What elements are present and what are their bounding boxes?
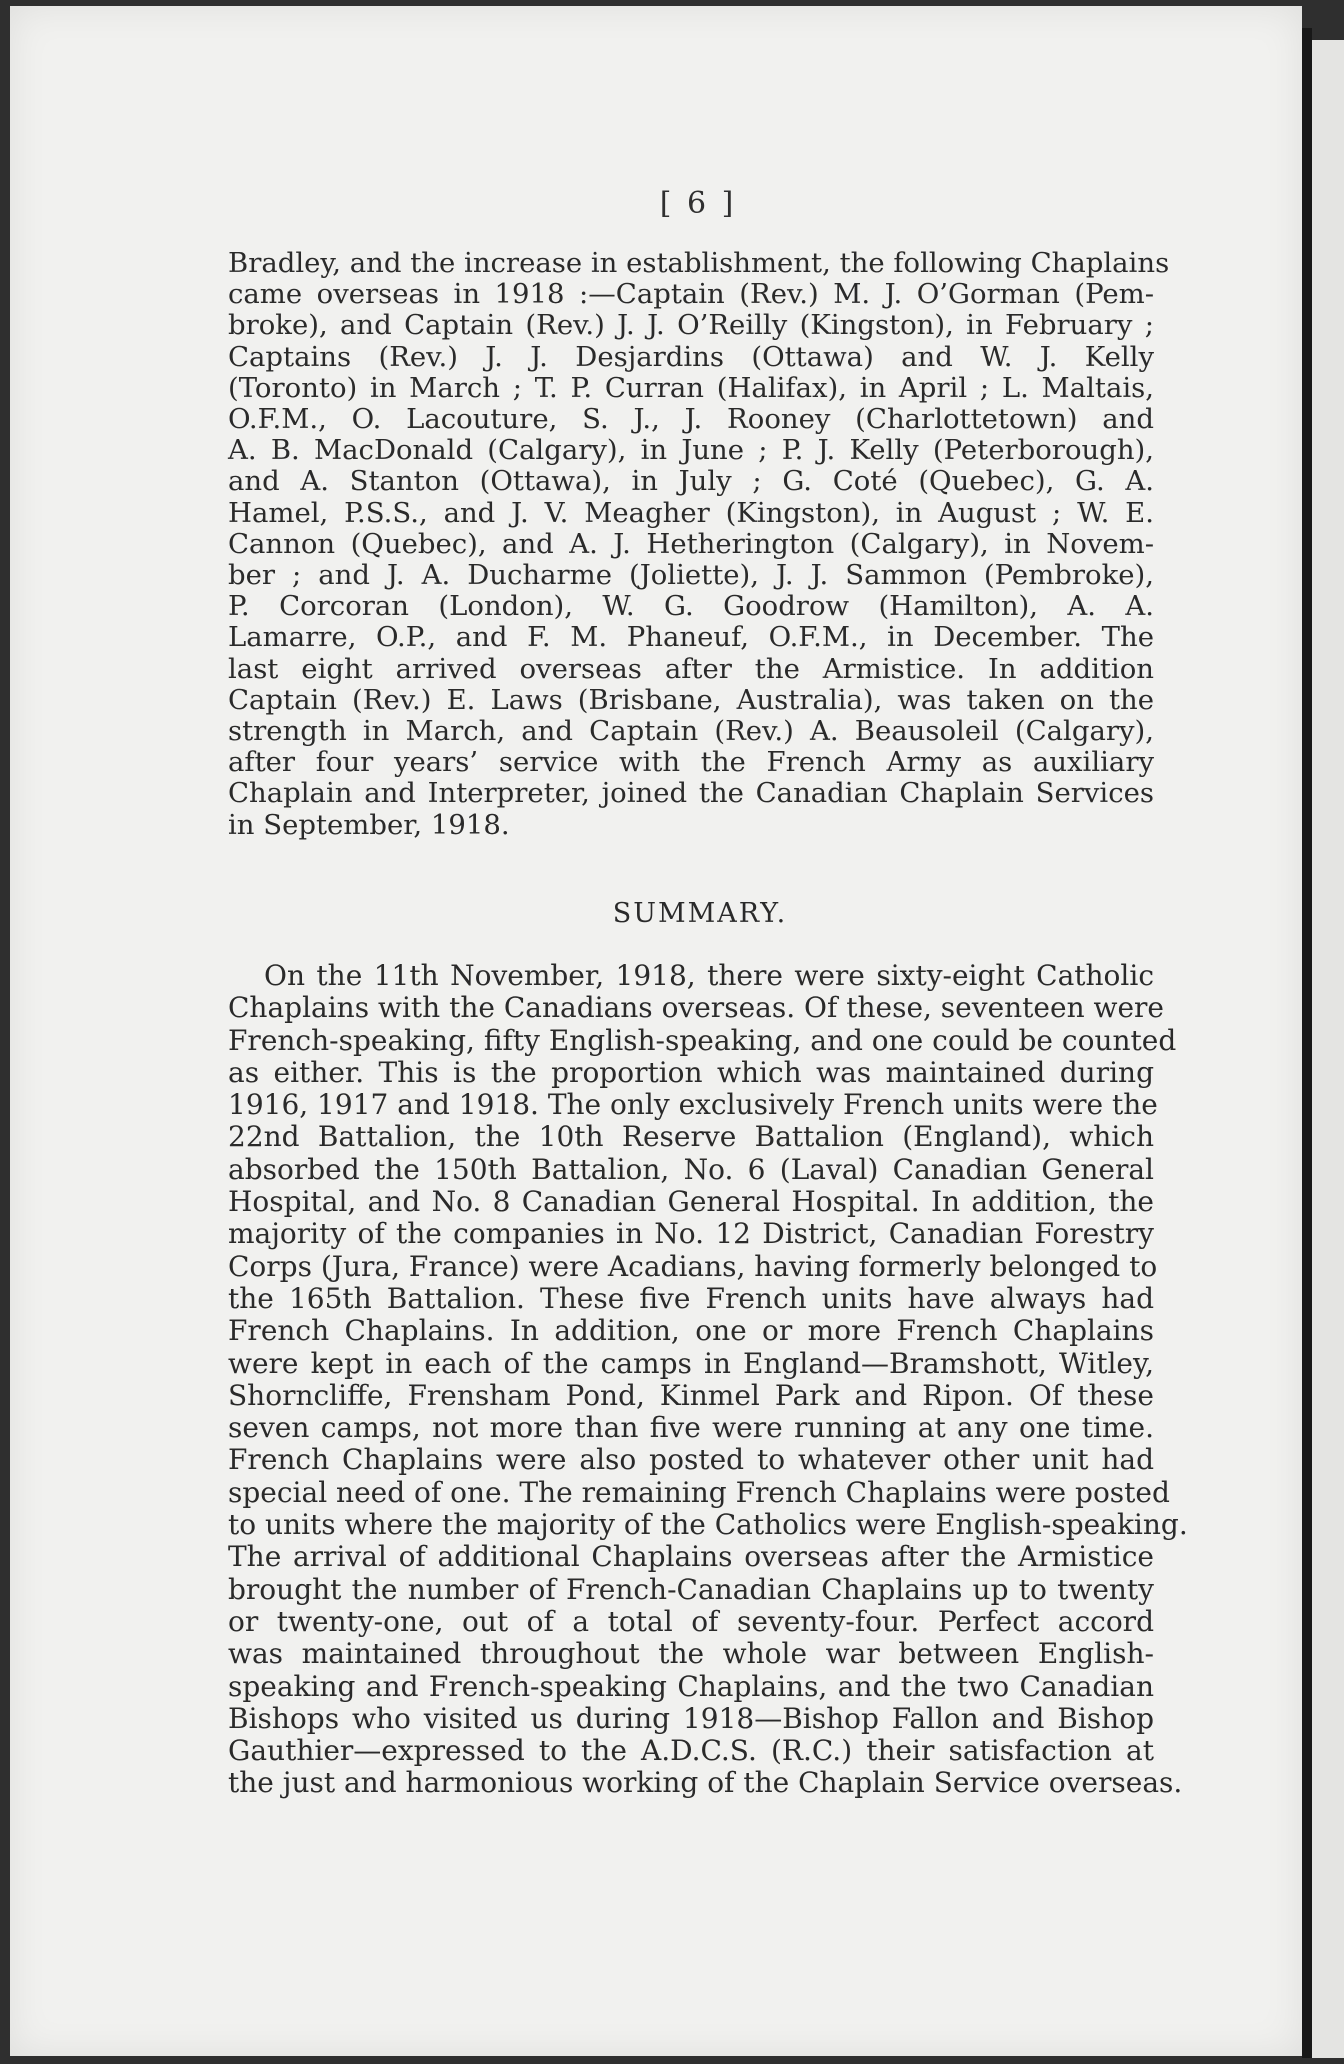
paragraph-chaplains-1918 <box>228 247 1170 841</box>
text-line: Hospital, and No. 8 Canadian General Hospital. In addition, the <box>228 1185 1154 1219</box>
text-line: ber ; and J. A. Ducharme (Joliette), J. J. Sammon (Pembroke), <box>228 559 1154 592</box>
text-line: last eight arrived overseas after the Armistice. In addition <box>228 652 1154 685</box>
text-line: brought the number of French-Canadian Chaplains up to twenty <box>228 1572 1154 1606</box>
text-line: Captain (Rev.) E. Laws (Brisbane, Australia), was taken on the <box>228 683 1154 716</box>
text-line: strength in March, and Captain (Rev.) A. Beausoleil (Calgary), <box>228 715 1154 748</box>
page-number: [ 6 ] <box>659 186 737 221</box>
text-line: majority of the companies in No. 12 District, Canadian Forestry <box>228 1217 1154 1251</box>
text-line: Bishops who visited us during 1918—Bishop Fallon and Bishop <box>228 1701 1154 1735</box>
text-line: 1916, 1917 and 1918. The only exclusively French units were the <box>228 1088 1158 1122</box>
text-line: Shorncliffe, Frensham Pond, Kinmel Park and Ripon. Of these <box>228 1378 1154 1412</box>
text-line: to units where the majority of the Catholics were English-speaking. <box>228 1508 1188 1542</box>
text-line: On the 11th November, 1918, there were sixty-eight Catholic <box>264 959 1154 992</box>
text-line: P. Corcoran (London), W. G. Goodrow (Hamilton), A. A. <box>228 590 1154 623</box>
paragraph-summary <box>228 959 1188 1800</box>
text-line: (Toronto) in March ; T. P. Curran (Halifax), in April ; L. Maltais, <box>228 371 1154 404</box>
text-line: A. B. MacDonald (Calgary), in June ; P. J. Kelly (Peterborough), <box>228 434 1154 467</box>
text-line: Gauthier—expressed to the A.D.C.S. (R.C.) their satisfaction at <box>228 1734 1154 1768</box>
text-line: absorbed the 150th Battalion, No. 6 (Laval) Canadian General <box>228 1152 1154 1186</box>
text-line: seven camps, not more than five were running at any one time. <box>228 1411 1154 1445</box>
text-line: Chaplain and Interpreter, joined the Canadian Chaplain Services <box>228 777 1154 810</box>
text-line: Chaplains with the Canadians overseas. Of these, seventeen were <box>228 991 1164 1025</box>
text-line: as either. This is the proportion which was maintained during <box>228 1055 1154 1089</box>
text-line: the 165th Battalion. These five French units have always had <box>228 1281 1154 1315</box>
text-line: Captains (Rev.) J. J. Desjardins (Ottawa) and W. J. Kelly <box>228 340 1154 373</box>
text-line: Cannon (Quebec), and A. J. Hetherington (Calgary), in Novem- <box>228 527 1154 560</box>
text-line: Hamel, P.S.S., and J. V. Meagher (Kingston), in August ; W. E. <box>228 496 1154 529</box>
facing-page-edge <box>1312 40 1344 2058</box>
text-line: French Chaplains were also posted to whatever other unit had <box>228 1443 1154 1477</box>
text-line: were kept in each of the camps in England—Bramshott, Witley, <box>228 1346 1154 1380</box>
text-line: or twenty-one, out of a total of seventy-four. Perfect accord <box>228 1604 1154 1638</box>
text-line: special need of one. The remaining French Chaplains were posted <box>228 1475 1170 1509</box>
text-line: French-speaking, fifty English-speaking, and one could be counted <box>228 1023 1177 1057</box>
text-line: 22nd Battalion, the 10th Reserve Battalion (England), which <box>228 1120 1154 1154</box>
text-line: Lamarre, O.P., and F. M. Phaneuf, O.F.M., in December. The <box>228 621 1154 654</box>
text-line: Bradley, and the increase in establishment, the following Chaplains <box>228 247 1170 279</box>
text-line: in September, 1918. <box>228 808 510 841</box>
section-heading-summary: SUMMARY. <box>612 898 788 929</box>
text-line: came overseas in 1918 :—Captain (Rev.) M. J. O’Gorman (Pem- <box>228 278 1154 311</box>
text-line: O.F.M., O. Lacouture, S. J., J. Rooney (Charlottetown) and <box>228 403 1154 436</box>
text-line: The arrival of additional Chaplains overseas after the Armistice <box>228 1540 1154 1574</box>
text-line: was maintained throughout the whole war between English- <box>228 1637 1154 1671</box>
text-line: after four years’ service with the French Army as auxiliary <box>228 746 1154 779</box>
text-line: broke), and Captain (Rev.) J. J. O’Reilly (Kingston), in February ; <box>228 309 1154 342</box>
page-gutter <box>1302 28 1312 2058</box>
text-line: the just and harmonious working of the Chaplain Service overseas. <box>228 1766 1183 1800</box>
text-line: speaking and French-speaking Chaplains, and the two Canadian <box>228 1669 1154 1703</box>
text-line: French Chaplains. In addition, one or more French Chaplains <box>228 1314 1154 1348</box>
text-line: and A. Stanton (Ottawa), in July ; G. Coté (Quebec), G. A. <box>228 465 1154 498</box>
text-line: Corps (Jura, France) were Acadians, having formerly belonged to <box>228 1249 1158 1283</box>
